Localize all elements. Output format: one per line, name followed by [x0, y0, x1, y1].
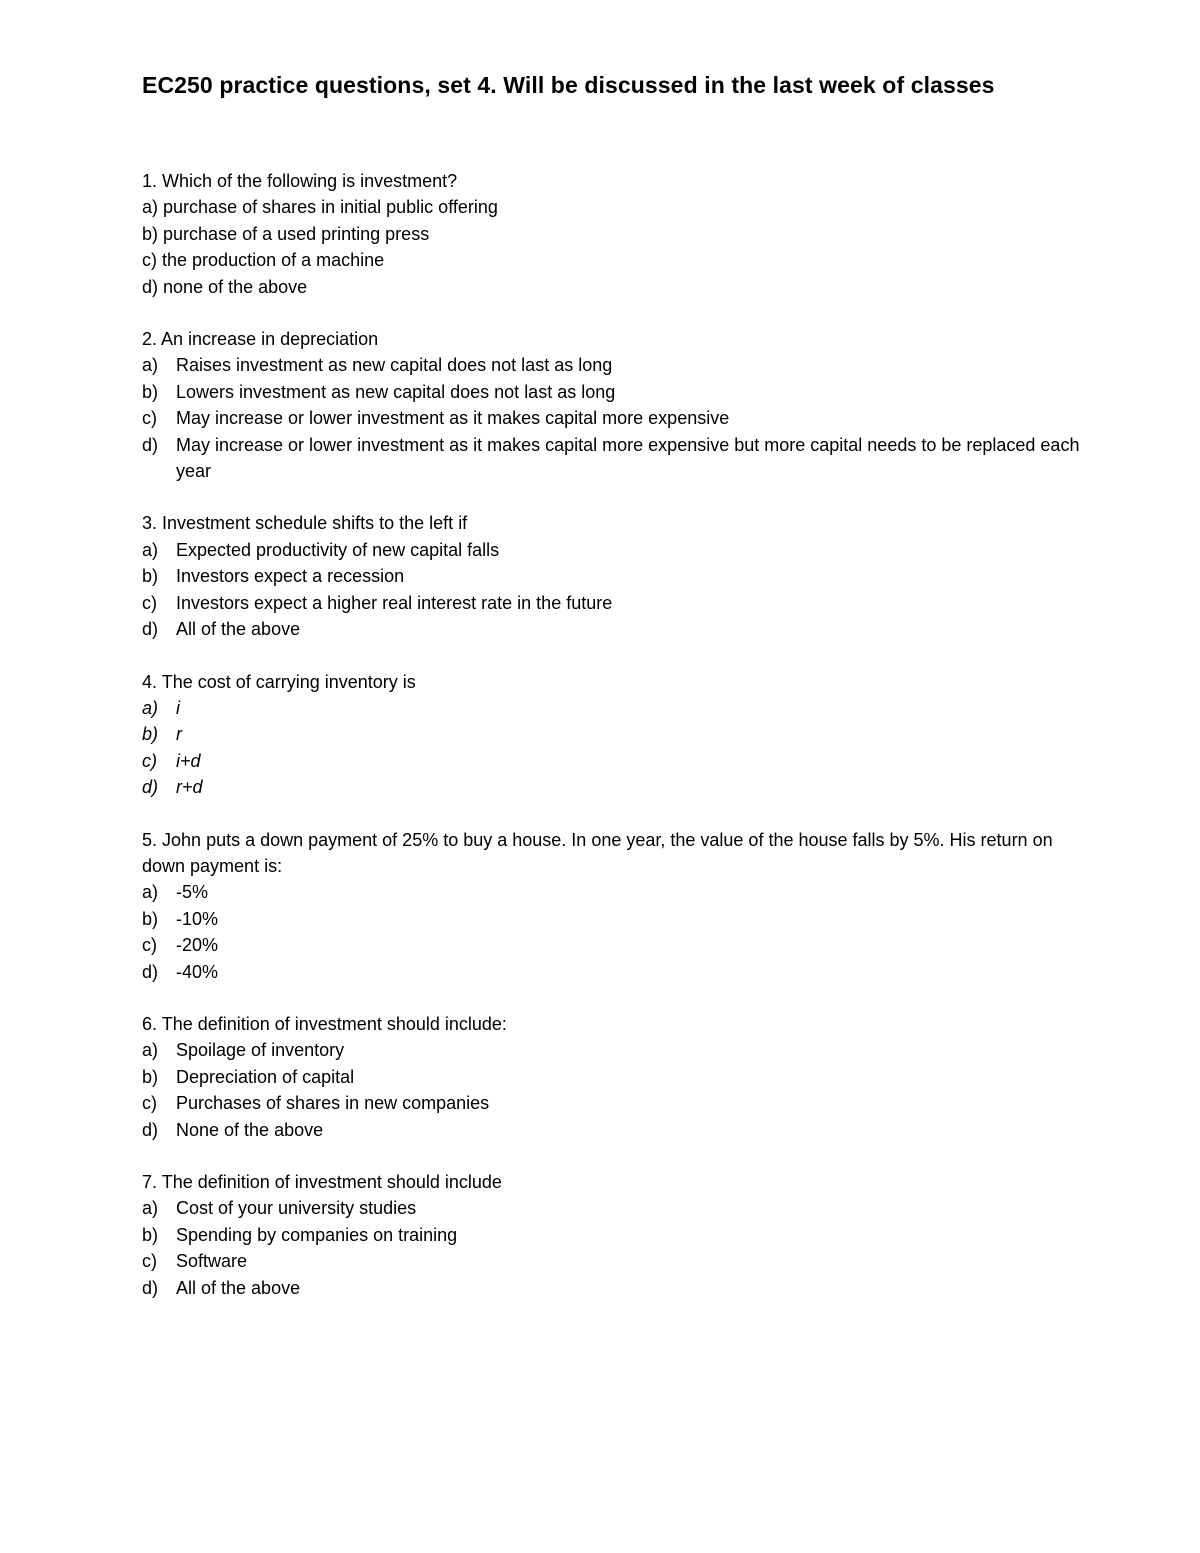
answer-option-a	[142, 194, 1082, 220]
option-label: c)	[142, 935, 157, 956]
document-title: EC250 practice questions, set 4. Will be discussed in the last week of classes	[142, 72, 995, 98]
option-text: Software	[176, 1251, 248, 1272]
answer-option-a	[142, 695, 1082, 721]
answer-option-d	[142, 432, 1082, 485]
question-text: Investment schedule shifts to the left if	[162, 513, 468, 534]
question-prompt	[142, 326, 1082, 352]
option-text: i+d	[176, 750, 201, 771]
option-label: d)	[142, 276, 159, 297]
question-number: 5.	[142, 829, 158, 850]
option-label: d)	[142, 777, 159, 798]
question-1	[142, 168, 1082, 300]
question-7	[142, 1169, 1082, 1301]
option-text: -40%	[176, 961, 219, 982]
answer-option-b	[142, 221, 1082, 247]
option-label: c)	[142, 750, 157, 771]
answer-option-d	[142, 616, 1082, 642]
answer-option-d	[142, 959, 1082, 985]
option-label: d)	[142, 1277, 159, 1298]
question-text: John puts a down payment of 25% to buy a house. In one year, the value of the house falls by 5%. His return on down payment is:	[142, 829, 1053, 876]
answer-option-c	[142, 932, 1082, 958]
answer-option-d	[142, 1117, 1082, 1143]
question-text: Which of the following is investment?	[162, 171, 458, 191]
answer-option-a	[142, 1195, 1082, 1221]
question-number: 4.	[142, 671, 158, 692]
option-label: b)	[142, 908, 159, 929]
question-text: The definition of investment should include	[161, 1172, 502, 1192]
option-text: May increase or lower investment as it makes capital more expensive	[176, 408, 730, 429]
option-label: a)	[142, 1198, 159, 1219]
option-label: d)	[142, 961, 159, 982]
option-text: May increase or lower investment as it makes capital more expensive but more capital needs to be replaced each year	[176, 434, 1080, 482]
question-number: 7.	[142, 1172, 158, 1192]
option-label: b)	[142, 566, 159, 587]
answer-option-c	[142, 748, 1082, 774]
question-text: An increase in depreciation	[161, 329, 379, 350]
answer-option-c	[142, 247, 1082, 273]
option-label: c)	[142, 592, 157, 613]
option-label: b)	[142, 1066, 159, 1087]
answer-option-b	[142, 379, 1082, 405]
option-label: a)	[142, 355, 159, 376]
question-number: 6.	[142, 1013, 158, 1034]
question-list	[142, 168, 1082, 1327]
option-text: All of the above	[176, 1277, 301, 1298]
answer-option-a	[142, 1037, 1082, 1063]
option-label: b)	[142, 1224, 159, 1245]
option-text: purchase of a used printing press	[163, 223, 430, 244]
question-text: The cost of carrying inventory is	[161, 671, 416, 692]
question-prompt	[142, 1011, 1082, 1037]
answer-option-d	[142, 274, 1082, 300]
answer-option-c	[142, 1248, 1082, 1274]
option-text: Spoilage of inventory	[176, 1040, 345, 1061]
option-text: r	[176, 724, 182, 745]
option-label: b)	[142, 223, 159, 244]
option-text: -20%	[176, 935, 219, 956]
option-label: a)	[142, 197, 159, 218]
option-label: d)	[142, 1119, 159, 1140]
answer-option-b	[142, 721, 1082, 747]
question-6	[142, 1011, 1082, 1143]
option-label: a)	[142, 882, 159, 903]
option-label: c)	[142, 250, 157, 271]
option-label: a)	[142, 697, 159, 718]
option-label: c)	[142, 1093, 157, 1114]
answer-option-c	[142, 590, 1082, 616]
question-prompt	[142, 510, 1082, 536]
question-2	[142, 326, 1082, 484]
option-text: -5%	[176, 882, 209, 903]
option-label: c)	[142, 408, 157, 429]
option-text: Purchases of shares in new companies	[176, 1093, 490, 1114]
answer-option-a	[142, 879, 1082, 905]
option-text: Investors expect a higher real interest rate in the future	[176, 592, 613, 613]
question-5	[142, 827, 1082, 985]
option-text: Raises investment as new capital does not last as long	[176, 355, 613, 376]
option-text: Cost of your university studies	[176, 1198, 417, 1219]
option-label: d)	[142, 619, 159, 640]
answer-option-b	[142, 1222, 1082, 1248]
option-text: Depreciation of capital	[176, 1066, 355, 1087]
option-text: i	[176, 697, 180, 718]
answer-option-b	[142, 906, 1082, 932]
question-text: The definition of investment should include:	[161, 1013, 507, 1034]
answer-option-a	[142, 537, 1082, 563]
question-prompt	[142, 669, 1082, 695]
option-text: the production of a machine	[162, 250, 385, 271]
question-3	[142, 510, 1082, 642]
question-prompt	[142, 827, 1082, 880]
question-number: 2.	[142, 329, 158, 350]
option-text: Investors expect a recession	[176, 566, 405, 587]
answer-option-a	[142, 352, 1082, 378]
question-number: 1.	[142, 171, 158, 191]
option-label: d)	[142, 434, 159, 455]
option-text: none of the above	[163, 276, 308, 297]
option-label: b)	[142, 724, 159, 745]
question-number: 3.	[142, 513, 158, 534]
option-text: purchase of shares in initial public offering	[163, 197, 498, 218]
question-4	[142, 669, 1082, 801]
option-label: c)	[142, 1251, 157, 1272]
answer-option-c	[142, 1090, 1082, 1116]
option-text: All of the above	[176, 619, 301, 640]
option-label: b)	[142, 381, 159, 402]
option-text: -10%	[176, 908, 219, 929]
option-text: None of the above	[176, 1119, 324, 1140]
question-prompt	[142, 1169, 1082, 1195]
option-label: a)	[142, 539, 159, 560]
question-prompt	[142, 168, 1082, 194]
answer-option-b	[142, 563, 1082, 589]
answer-option-c	[142, 405, 1082, 431]
option-label: a)	[142, 1040, 159, 1061]
option-text: Spending by companies on training	[176, 1224, 458, 1245]
option-text: Expected productivity of new capital falls	[176, 539, 500, 560]
answer-option-d	[142, 774, 1082, 800]
option-text: r+d	[176, 777, 203, 798]
answer-option-b	[142, 1064, 1082, 1090]
answer-option-d	[142, 1275, 1082, 1301]
option-text: Lowers investment as new capital does not last as long	[176, 381, 616, 402]
